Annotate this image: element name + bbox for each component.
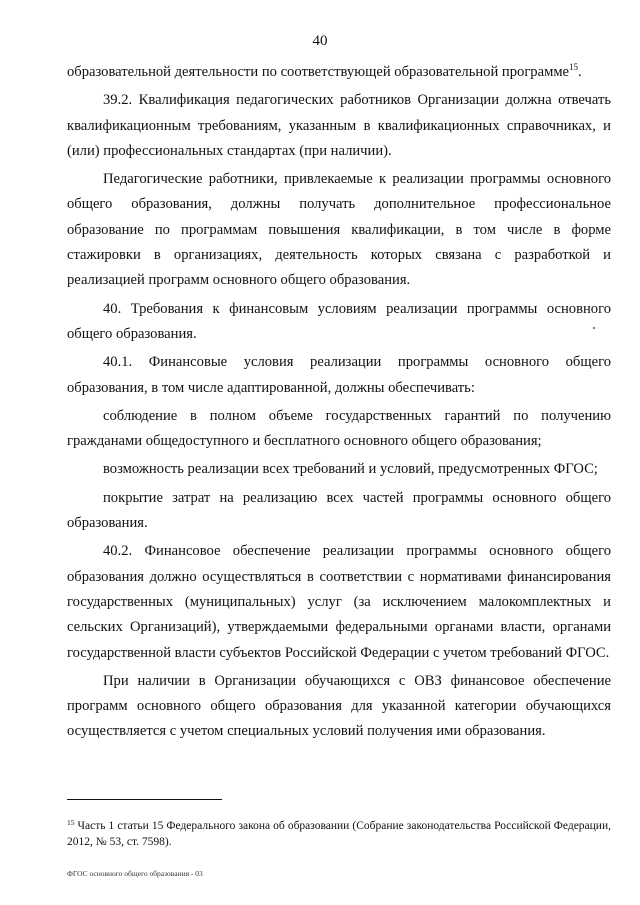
paragraph-40-2: 40.2. Финансовое обеспечение реализации программы основного общего образования должно осуществляться в соответствии с нормативами финансирования государственных (муниципальных) услуг (за исключением малокомплектных и сельских Организаций), утверждаемыми федеральными органами власти, органами государственной власти субъектов Российской Федерации с учетом требований ФГОС. xyxy=(67,543,611,661)
paragraph-teachers-training: Педагогические работники, привлекаемые к реализации программы основного общего образования, должны получать дополнительное профессиональное образование по программам повышения квалификации, в том числе в форме стажировки в организациях, деятельность которых связана с разработкой и реализацией программ основного общего образования. xyxy=(67,171,611,289)
paragraph-39-2: 39.2. Квалификация педагогических работников Организации должна отвечать квалификационным требованиям, указанным в квалификационных справочниках, и (или) профессиональных стандартах (при наличии). xyxy=(67,92,611,159)
footnote-text: Часть 1 статьи 15 Федерального закона об образовании (Собрание законодательства Российской Федерации, 2012, № 53, ст. 7598). xyxy=(67,820,611,848)
body-text xyxy=(67,60,611,745)
paragraph-40: 40. Требования к финансовым условиям реализации программы основного общего образования. xyxy=(67,300,611,342)
footnote xyxy=(67,818,611,850)
paragraph-text: образовательной деятельности по соответствующей образовательной программе xyxy=(67,64,570,80)
paragraph-costs: покрытие затрат на реализацию всех частей программы основного общего образования. xyxy=(67,489,611,532)
paragraph-ovz: При наличии в Организации обучающихся с ОВЗ финансовое обеспечение программ основного общего образования для указанной категории обучающихся осуществляется с учетом специальных условий получения ими образования. xyxy=(67,672,611,740)
running-footer: ФГОС основного общего образования - 03 xyxy=(67,869,203,878)
paragraph-continuation xyxy=(67,60,611,85)
footnote-reference[interactable]: 15 xyxy=(569,62,579,72)
paragraph-40-1: 40.1. Финансовые условия реализации программы основного общего образования, в том числе адаптированной, должны обеспечивать: xyxy=(67,354,611,396)
paragraph-guarantees: соблюдение в полном объеме государственных гарантий по получению гражданами общедоступного и бесплатного основного общего образования; xyxy=(67,407,611,450)
paragraph-requirements: возможность реализации всех требований и условий, предусмотренных ФГОС; xyxy=(103,461,598,478)
footnote-marker: 15 xyxy=(67,818,75,827)
scan-speck xyxy=(593,327,595,329)
footnote-separator xyxy=(67,799,222,800)
page-number: 40 xyxy=(312,33,328,49)
paragraph-trailing-punctuation: . xyxy=(578,64,582,80)
